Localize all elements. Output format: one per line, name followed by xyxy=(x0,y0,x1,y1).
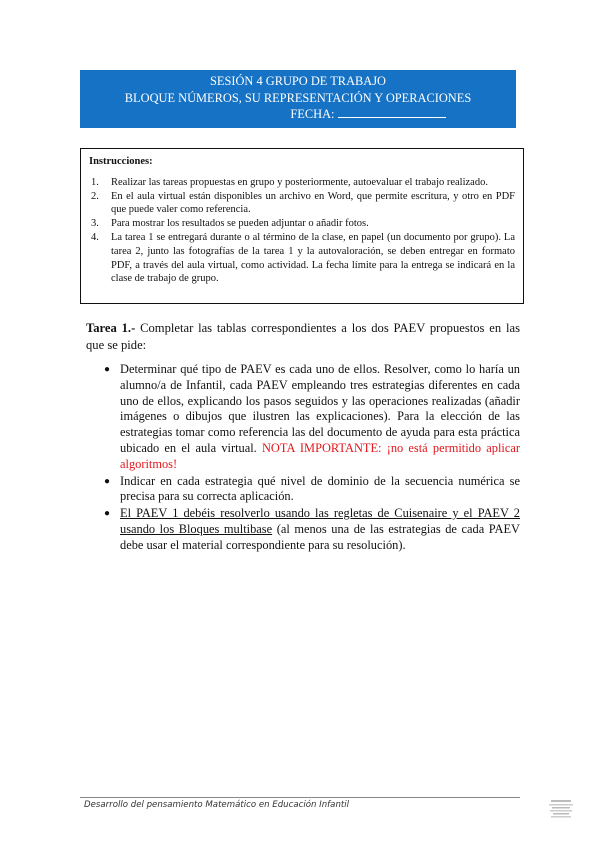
instruction-number: 3. xyxy=(91,218,99,230)
task1-label: Tarea 1.- xyxy=(86,321,136,335)
task1-bullet-item xyxy=(104,506,520,553)
task1-bullet-list xyxy=(104,362,520,555)
instruction-item xyxy=(89,231,515,286)
instruction-text: Realizar las tareas propuestas en grupo y posteriormente, autoevaluar el trabajo realizado. xyxy=(111,176,488,188)
instruction-number: 1. xyxy=(91,176,99,188)
header-line-1: SESIÓN 4 GRUPO DE TRABAJO xyxy=(209,74,387,88)
date-label: FECHA: xyxy=(290,107,335,121)
university-logo-icon xyxy=(548,798,574,820)
footer-course-title: Desarrollo del pensamiento Matemático en Educación Infantil xyxy=(84,800,350,810)
date-blank-field xyxy=(338,106,446,118)
instruction-number: 4. xyxy=(91,231,99,243)
session-header xyxy=(80,70,516,128)
bullet-dot-icon: ● xyxy=(104,475,111,487)
instruction-item xyxy=(89,176,515,190)
instruction-item xyxy=(89,217,515,231)
header-date-line xyxy=(80,106,516,123)
instructions-title: Instrucciones: xyxy=(89,156,153,167)
task1-bullet-item xyxy=(104,362,520,473)
bullet-text: Determinar qué tipo de PAEV es cada uno de ellos. Resolver, como lo haría un alumno/a de Infantil, cada PAEV empleando tres estrategias diferentes en cada uno de ellos, explicando los pasos seguidos y las operaciones realizadas (añadir imágenes o dibujos que ilustren las explicaciones). Para la elección de las estrategias tomar como referencia las del documento de ayuda para esta práctica ubicado en el aula virtual. xyxy=(120,362,520,455)
footer-divider xyxy=(80,797,520,798)
important-note: NOTA IMPORTANTE: ¡no está permitido aplicar algoritmos! xyxy=(120,440,520,471)
bullet-text: (al menos una de las estrategias de cada PAEV debe usar el material correspondiente para su resolución). xyxy=(120,521,521,552)
instructions-list xyxy=(89,176,515,286)
instruction-number: 2. xyxy=(91,190,99,202)
bullet-dot-icon: ● xyxy=(104,364,111,375)
instruction-item xyxy=(89,190,515,218)
task1-heading xyxy=(86,320,520,353)
bullet-dot-icon: ● xyxy=(104,508,111,520)
header-line-2: BLOQUE NÚMEROS, SU REPRESENTACIÓN Y OPERACIONES xyxy=(124,90,472,105)
task1-intro: Completar las tablas correspondientes a los dos PAEV propuestos en las que se pide: xyxy=(86,321,520,352)
instruction-text: La tarea 1 se entregará durante o al término de la clase, en papel (un documento por grupo). La tarea 2, junto las fotografías de la tarea 1 y la autovaloración, se deben entregar en formato PDF, a través del aula virtual, como actividad. La fecha límite para la entrega se indicará en la clase de trabajo de grupo. xyxy=(111,231,515,285)
instruction-text: En el aula virtual están disponibles un archivo en Word, que permite escritura, y otro en PDF que puede valer como referencia. xyxy=(111,190,515,216)
instructions-box xyxy=(80,148,524,304)
bullet-text: Indicar en cada estrategia qué nivel de dominio de la secuencia numérica se precisa para su correcta aplicación. xyxy=(120,473,520,504)
task1-bullet-item xyxy=(104,474,520,506)
instruction-text: Para mostrar los resultados se pueden adjuntar o añadir fotos. xyxy=(111,218,369,230)
underlined-requirement: El PAEV 1 debéis resolverlo usando las regletas de Cuisenaire y el PAEV 2 usando los Bloques multibase xyxy=(120,506,520,536)
